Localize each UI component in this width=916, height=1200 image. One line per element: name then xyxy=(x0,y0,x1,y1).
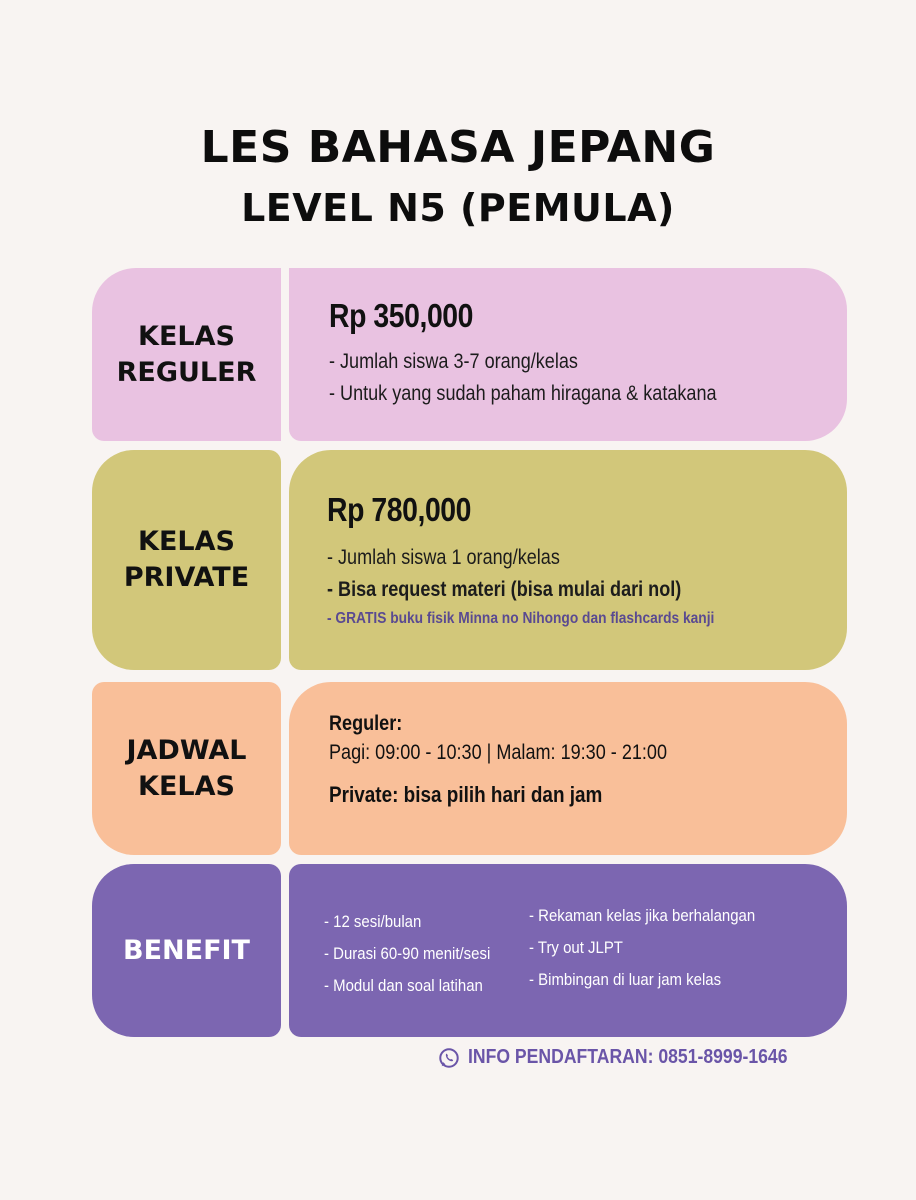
benefit-label: BENEFIT xyxy=(123,934,250,966)
benefit-item: - Bimbingan di luar jam kelas xyxy=(529,970,722,989)
reguler-price: Rp 350,000 xyxy=(329,297,474,334)
main-title: LES BAHASA JEPANG xyxy=(200,122,716,173)
reguler-label-box xyxy=(92,268,281,441)
reguler-label-line1: KELAS xyxy=(138,320,235,352)
benefit-item: - Rekaman kelas jika berhalangan xyxy=(529,906,756,925)
reguler-content-box xyxy=(289,268,847,441)
subtitle: LEVEL N5 (PEMULA) xyxy=(241,186,675,230)
reguler-label-line2: REGULER xyxy=(116,356,257,388)
benefit-item: - Durasi 60-90 menit/sesi xyxy=(324,944,491,963)
registration-text: INFO PENDAFTARAN: 0851-8999-1646 xyxy=(468,1046,788,1068)
jadwal-reguler-schedule: Pagi: 09:00 - 10:30 | Malam: 19:30 - 21:00 xyxy=(329,741,668,764)
benefit-item: - 12 sesi/bulan xyxy=(324,912,422,931)
section-benefit xyxy=(92,864,847,1037)
private-label-line2: PRIVATE xyxy=(123,562,250,593)
benefit-content-box xyxy=(289,864,847,1037)
jadwal-label-box xyxy=(92,682,281,855)
section-jadwal-kelas xyxy=(92,682,847,855)
private-item: - Jumlah siswa 1 orang/kelas xyxy=(327,546,560,569)
benefit-item: - Try out JLPT xyxy=(529,938,623,957)
reguler-item: - Untuk yang sudah paham hiragana & katakana xyxy=(329,382,717,405)
benefit-label-box xyxy=(92,864,281,1037)
jadwal-label-line2: KELAS xyxy=(138,770,235,802)
private-price: Rp 780,000 xyxy=(327,491,472,528)
jadwal-private-note: Private: bisa pilih hari dan jam xyxy=(329,782,603,807)
private-label-box xyxy=(92,450,281,670)
private-label-line1: KELAS xyxy=(138,526,235,557)
jadwal-content-box xyxy=(289,682,847,855)
section-kelas-private xyxy=(92,450,847,670)
whatsapp-icon xyxy=(438,1047,460,1069)
private-bonus-note: - GRATIS buku fisik Minna no Nihongo dan flashcards kanji xyxy=(327,610,715,627)
section-kelas-reguler xyxy=(92,268,847,441)
benefit-item: - Modul dan soal latihan xyxy=(324,976,483,995)
benefit-column-2 xyxy=(529,900,786,996)
benefit-column-1 xyxy=(324,906,513,1002)
registration-info[interactable] xyxy=(438,1046,831,1069)
reguler-item: - Jumlah siswa 3-7 orang/kelas xyxy=(329,350,578,373)
private-item-bold: - Bisa request materi (bisa mulai dari nol) xyxy=(327,578,682,601)
jadwal-label-line1: JADWAL xyxy=(126,734,247,766)
jadwal-reguler-heading: Reguler: xyxy=(329,712,403,735)
private-content-box xyxy=(289,450,847,670)
